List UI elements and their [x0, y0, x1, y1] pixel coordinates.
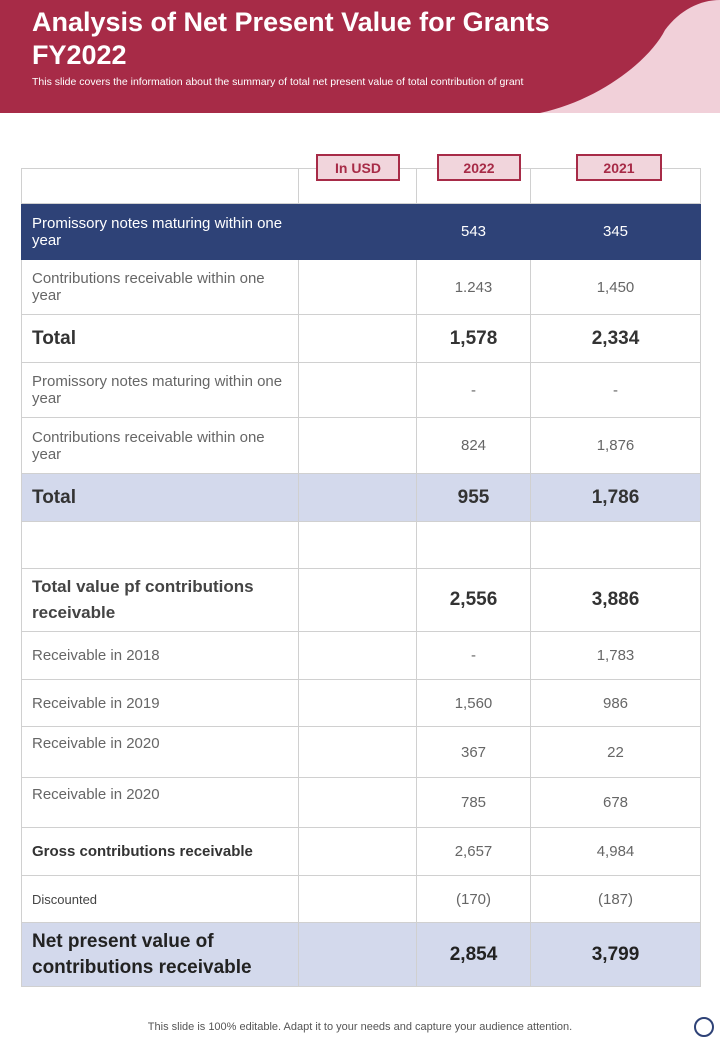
table-cell — [299, 522, 417, 569]
value-2022: 543 — [417, 204, 531, 260]
table-row — [22, 876, 701, 923]
value-2022: 1.243 — [417, 260, 531, 315]
table-row-total — [22, 315, 701, 363]
table-cell — [299, 204, 417, 260]
table-cell — [299, 680, 417, 727]
row-label: Total — [22, 474, 299, 522]
row-label: Total value pf contributions receivable — [22, 569, 299, 632]
value-2021: 3,886 — [531, 569, 701, 632]
row-label: Promissory notes maturing within one year — [22, 363, 299, 418]
table-cell — [22, 522, 299, 569]
row-label: Receivable in 2019 — [22, 680, 299, 727]
circle-icon — [694, 1017, 714, 1037]
value-2022: - — [417, 632, 531, 680]
table-row — [22, 680, 701, 727]
value-2021: 1,876 — [531, 418, 701, 474]
table-row — [22, 828, 701, 876]
table-cell — [22, 169, 299, 204]
table-row — [22, 727, 701, 778]
table-row-total — [22, 474, 701, 522]
row-label: Contributions receivable within one year — [22, 418, 299, 474]
header-banner — [0, 0, 720, 113]
table-cell — [531, 522, 701, 569]
value-2021: 22 — [531, 727, 701, 778]
row-label: Receivable in 2018 — [22, 632, 299, 680]
table-cell — [299, 828, 417, 876]
table-cell — [299, 474, 417, 522]
table-row — [22, 632, 701, 680]
page-subtitle: This slide covers the information about the summary of total net present value of total contribution of grant — [32, 76, 524, 88]
value-2021: 1,783 — [531, 632, 701, 680]
value-2021: 678 — [531, 778, 701, 828]
table-cell — [299, 876, 417, 923]
table-cell — [299, 260, 417, 315]
column-badge-2021: 2021 — [576, 154, 662, 181]
table-row — [22, 363, 701, 418]
row-label: Discounted — [22, 876, 299, 923]
column-badge-2022: 2022 — [437, 154, 521, 181]
value-2022: 2,854 — [417, 923, 531, 987]
value-2021: 1,786 — [531, 474, 701, 522]
row-label: Total — [22, 315, 299, 363]
table-cell — [299, 418, 417, 474]
table-cell — [299, 778, 417, 828]
row-label: Promissory notes maturing within one year — [22, 204, 299, 260]
table-row — [22, 418, 701, 474]
table-cell — [299, 363, 417, 418]
page-title: Analysis of Net Present Value for Grants FY2022 — [32, 7, 550, 70]
table-cell — [299, 315, 417, 363]
column-badge-unit: In USD — [316, 154, 400, 181]
value-2022: 2,556 — [417, 569, 531, 632]
row-label: Net present value of contributions receivable — [22, 923, 299, 987]
table-row — [22, 260, 701, 315]
value-2021: (187) — [531, 876, 701, 923]
value-2021: 986 — [531, 680, 701, 727]
table-row — [22, 778, 701, 828]
value-2021: 345 — [531, 204, 701, 260]
table-row — [22, 204, 701, 260]
table-cell — [299, 727, 417, 778]
value-2022: 367 — [417, 727, 531, 778]
table-row — [22, 569, 701, 632]
row-label: Receivable in 2020 — [22, 778, 299, 828]
value-2022: 824 — [417, 418, 531, 474]
row-label: Contributions receivable within one year — [22, 260, 299, 315]
value-2022: 785 — [417, 778, 531, 828]
value-2021: 4,984 — [531, 828, 701, 876]
value-2021: 1,450 — [531, 260, 701, 315]
value-2021: 3,799 — [531, 923, 701, 987]
table-cell — [299, 632, 417, 680]
value-2022: 955 — [417, 474, 531, 522]
row-label: Gross contributions receivable — [22, 828, 299, 876]
value-2022: 2,657 — [417, 828, 531, 876]
table-cell — [299, 923, 417, 987]
table-row-net-present-value — [22, 923, 701, 987]
npv-table-wrapper — [21, 168, 700, 987]
value-2021: 2,334 — [531, 315, 701, 363]
value-2022: 1,560 — [417, 680, 531, 727]
value-2022: (170) — [417, 876, 531, 923]
value-2021: - — [531, 363, 701, 418]
value-2022: 1,578 — [417, 315, 531, 363]
npv-table — [21, 168, 701, 987]
table-cell — [299, 569, 417, 632]
value-2022: - — [417, 363, 531, 418]
table-cell — [417, 522, 531, 569]
row-label: Receivable in 2020 — [22, 727, 299, 778]
table-row-empty — [22, 522, 701, 569]
footer-note: This slide is 100% editable. Adapt it to your needs and capture your audience attention. — [147, 1021, 573, 1033]
